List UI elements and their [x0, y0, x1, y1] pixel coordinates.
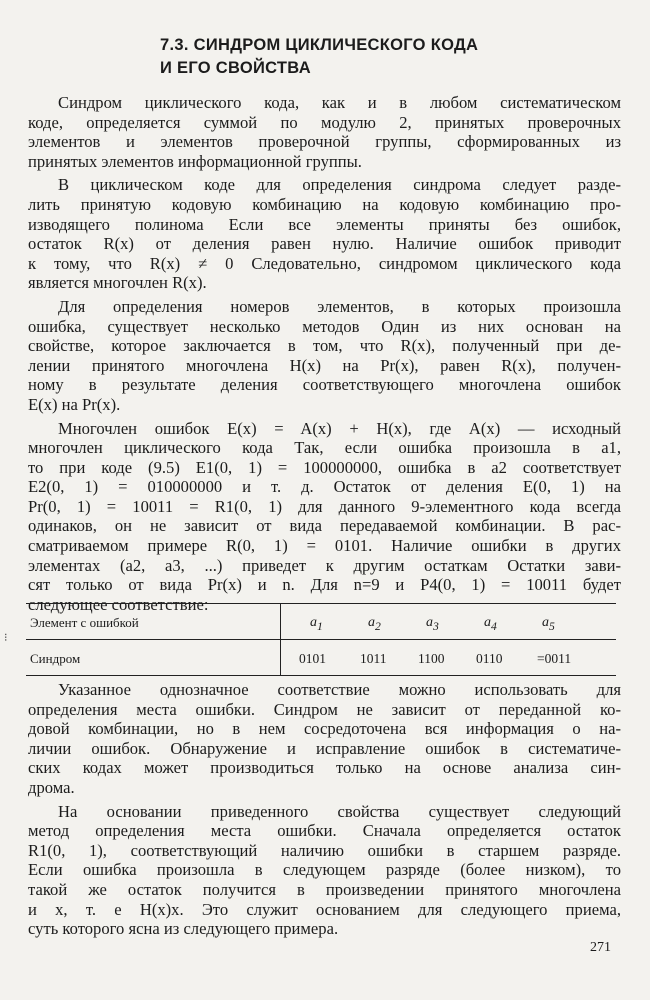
text-line: дрома. — [28, 777, 75, 797]
text-line: элементах (a2, a3, ...) приведет к другим остаткам Остатки зави- — [28, 555, 621, 575]
table-cell-syndrome-2: 1011 — [360, 651, 387, 666]
text-line: довой комбинации, но в нем сосредоточена вся информация о на- — [28, 719, 621, 739]
text-line: такой же остаток получится в произведении принятого многочлена — [28, 879, 621, 899]
text-line: ошибка, существует несколько методов Один из них основан на — [28, 316, 621, 336]
text-line: Многочлен ошибок E(x) = A(x) + H(x), где A(x) — исходный — [58, 418, 621, 438]
text-line: ских кодах может производиться только на основе анализа син- — [28, 758, 621, 778]
table-column-divider — [280, 603, 281, 675]
table-header-a3-index: 3 — [433, 619, 439, 633]
table-cell-syndrome-4: 0110 — [476, 651, 503, 666]
text-line: сят только от вида Pr(x) и n. Для n=9 и P4(0, 1) = 10011 будет — [28, 575, 621, 595]
table-cell-syndrome-5: =0011 — [537, 651, 572, 666]
text-line: E2(0, 1) = 010000000 и т. д. Остаток от деления E(0, 1) на — [28, 477, 621, 497]
text-line: следующее соответствие: — [28, 594, 209, 614]
text-line: остаток R(x) от деления равен нулю. Наличие ошибок приводит — [28, 234, 621, 254]
text-line: то при коде (9.5) E1(0, 1) = 100000000, ошибка в a2 соответствует — [28, 457, 621, 477]
table-header-a1-index: 1 — [317, 619, 323, 633]
text-line: На основании приведенного свойства существует следующий — [58, 801, 621, 821]
text-line: Для определения номеров элементов, в которых произошла — [58, 296, 621, 316]
text-line: и x, т. е H(x)x. Это служит основанием для следующего приема, — [28, 899, 621, 919]
text-line: сматриваемом примере R(0, 1) = 0101. Наличие ошибки в других — [28, 536, 621, 556]
table-header-a4-index: 4 — [491, 619, 497, 633]
table-header-a4: $a_4$ — [484, 615, 497, 633]
text-line: E(x) на Pr(x). — [28, 394, 121, 414]
text-line: лении принятого многочлена H(x) на Pr(x), равен R(x), получен- — [28, 355, 621, 375]
table-row-label-element: Элемент с ошибкой — [30, 615, 139, 630]
table-header-a2: $a_2$ — [368, 615, 381, 633]
body-text-bottom — [28, 680, 621, 943]
text-line: Если ошибка произошла в следующем разряде (более низком), то — [28, 860, 621, 880]
text-line: многочлен циклического кода Так, если ошибка произошла в a1, — [28, 438, 621, 458]
table-header-a2-index: 2 — [375, 619, 381, 633]
text-line: является многочлен R(x). — [28, 273, 207, 293]
paragraph-top-3 — [28, 297, 621, 415]
paragraph-bottom-2 — [28, 802, 621, 939]
page-number: 271 — [590, 940, 611, 955]
table-rule-bottom — [26, 675, 616, 676]
text-line: элементов и элементов проверочной группы, сформированных из — [28, 132, 621, 152]
table-header-a5-index: 5 — [549, 619, 555, 633]
text-line: Указанное однозначное соответствие можно использовать для — [58, 680, 621, 699]
table-row-label-syndrome: Синдром — [30, 651, 81, 666]
table-rule-middle — [26, 639, 616, 640]
text-line: к тому, что R(x) ≠ 0 Следовательно, синдромом циклического кода — [28, 253, 621, 273]
paragraph-top-1 — [28, 93, 621, 171]
text-line: R1(0, 1), соответствующий наличию ошибки в старшем разряде. — [28, 840, 621, 860]
text-line: ному в результате деления соответствующего многочлена ошибок — [28, 375, 621, 395]
text-line: личии ошибок. Обнаружение и исправление ошибок в систематиче- — [28, 738, 621, 758]
heading-line-2: И ЕГО СВОЙСТВА — [160, 59, 311, 77]
text-line: коде, определяется суммой по модулю 2, принятых проверочных — [28, 112, 621, 132]
table-header-a5: $a_5$ — [542, 615, 555, 633]
paragraph-bottom-1 — [28, 680, 621, 798]
text-line: Pr(0, 1) = 10011 = R1(0, 1) для данного 9-элементного кода всегда — [28, 496, 621, 516]
table-header-a1: $a_1$ — [310, 615, 323, 633]
body-text-top — [28, 93, 621, 618]
text-line: лить принятую кодовую комбинацию на кодовую комбинацию про- — [28, 194, 621, 214]
paragraph-top-2 — [28, 175, 621, 293]
table-header-a3: $a_3$ — [426, 615, 439, 633]
table-cell-syndrome-3: 1100 — [418, 651, 445, 666]
text-line: изводящего полинома Если все элементы приняты без ошибок, — [28, 214, 621, 234]
text-line: суть которого ясна из следующего примера. — [28, 919, 339, 939]
text-line: метод определения места ошибки. Сначала определяется остаток — [28, 821, 621, 841]
heading-line-1: 7.3. СИНДРОМ ЦИКЛИЧЕСКОГО КОДА — [160, 36, 479, 54]
paragraph-top-4 — [28, 419, 621, 615]
text-line: принятых элементов информационной группы. — [28, 151, 362, 171]
margin-mark: ⁝ — [4, 632, 8, 644]
text-line: В циклическом коде для определения синдрома следует разде- — [58, 175, 621, 195]
text-line: свойстве, которое заключается в том, что R(x), полученный при де- — [28, 336, 621, 356]
text-line: Синдром циклического кода, как и в любом систематическом — [58, 93, 621, 112]
table-rule-top — [26, 603, 616, 604]
text-line: одинаков, он не зависит от вида передаваемой комбинации. В рас- — [28, 516, 621, 536]
section-heading — [160, 34, 620, 80]
text-line: определения места ошибки. Синдром не зависит от переданной ко- — [28, 699, 621, 719]
table-cell-syndrome-1: 0101 — [299, 651, 326, 666]
